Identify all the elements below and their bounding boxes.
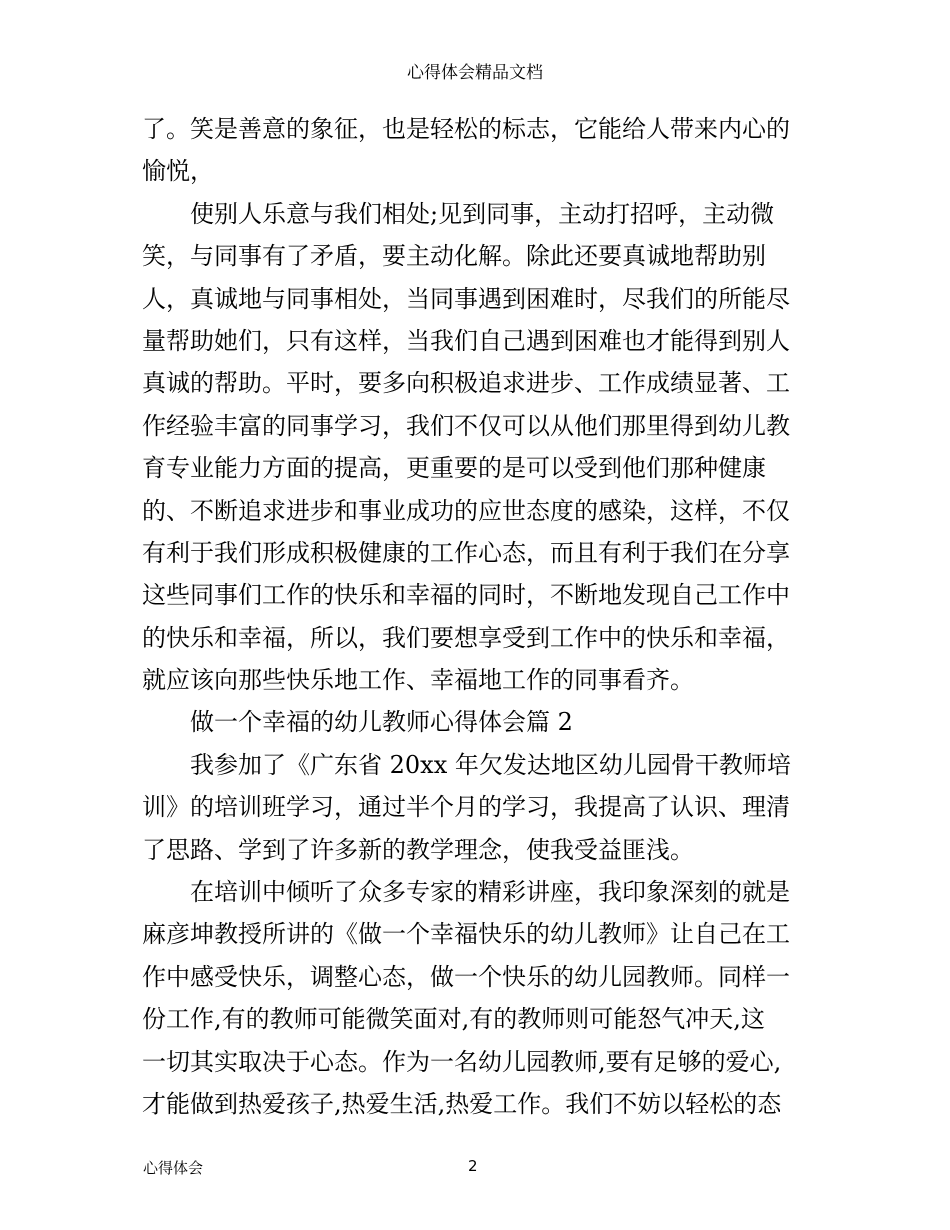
text-line: 份工作,有的教师可能微笑面对,有的教师则可能怒气冲天,这 xyxy=(142,1005,765,1034)
text-line: 有利于我们形成积极健康的工作心态，而且有利于我们在分享 xyxy=(142,538,790,567)
text-line: 真诚的帮助。平时，要多向积极追求进步、工作成绩显著、工 xyxy=(142,369,790,398)
text-line: 量帮助她们，只有这样，当我们自己遇到困难也才能得到别人 xyxy=(142,326,790,355)
text-line: 的、不断追求进步和事业成功的应世态度的感染，这样，不仅 xyxy=(142,496,790,525)
text-line: 愉悦， xyxy=(142,157,214,186)
page-number: 2 xyxy=(468,1157,478,1175)
text-line: 人，真诚地与同事相处，当同事遇到困难时，尽我们的所能尽 xyxy=(142,284,790,313)
text-line: 笑，与同事有了矛盾，要主动化解。除此还要真诚地帮助别 xyxy=(142,242,766,271)
text-line: 我参加了《广东省 20xx 年欠发达地区幼儿园骨干教师培 xyxy=(190,750,791,779)
page-header-title: 心得体会精品文档 xyxy=(407,63,543,83)
text-line: 做一个幸福的幼儿教师心得体会篇 2 xyxy=(190,708,573,737)
text-line: 育专业能力方面的提高，更重要的是可以受到他们那种健康 xyxy=(142,454,766,483)
text-line: 在培训中倾听了众多专家的精彩讲座，我印象深刻的就是 xyxy=(190,878,790,907)
footer-label: 心得体会 xyxy=(143,1159,204,1177)
text-line: 训》的培训班学习，通过半个月的学习，我提高了认识、理清 xyxy=(142,793,790,822)
text-line: 作经验丰富的同事学习，我们不仅可以从他们那里得到幼儿教 xyxy=(142,411,790,440)
text-line: 作中感受快乐，调整心态，做一个快乐的幼儿园教师。同样一 xyxy=(142,962,790,991)
text-line: 就应该向那些快乐地工作、幸福地工作的同事看齐。 xyxy=(142,666,694,695)
text-line: 麻彦坤教授所讲的《做一个幸福快乐的幼儿教师》让自己在工 xyxy=(142,920,790,949)
text-line: 的快乐和幸福，所以，我们要想享受到工作中的快乐和幸福， xyxy=(142,623,790,652)
text-line: 一切其实取决于心态。作为一名幼儿园教师,要有足够的爱心, xyxy=(142,1047,782,1076)
text-line: 才能做到热爱孩子,热爱生活,热爱工作。我们不妨以轻松的态 xyxy=(142,1089,782,1118)
document-body xyxy=(142,108,812,1125)
text-line: 了。笑是善意的象征，也是轻松的标志，它能给人带来内心的 xyxy=(142,115,790,143)
text-line: 了思路、学到了许多新的教学理念，使我受益匪浅。 xyxy=(142,835,694,864)
text-line: 这些同事们工作的快乐和幸福的同时，不断地发现自己工作中 xyxy=(142,581,790,610)
text-line: 使别人乐意与我们相处;见到同事，主动打招呼，主动微 xyxy=(190,199,775,228)
